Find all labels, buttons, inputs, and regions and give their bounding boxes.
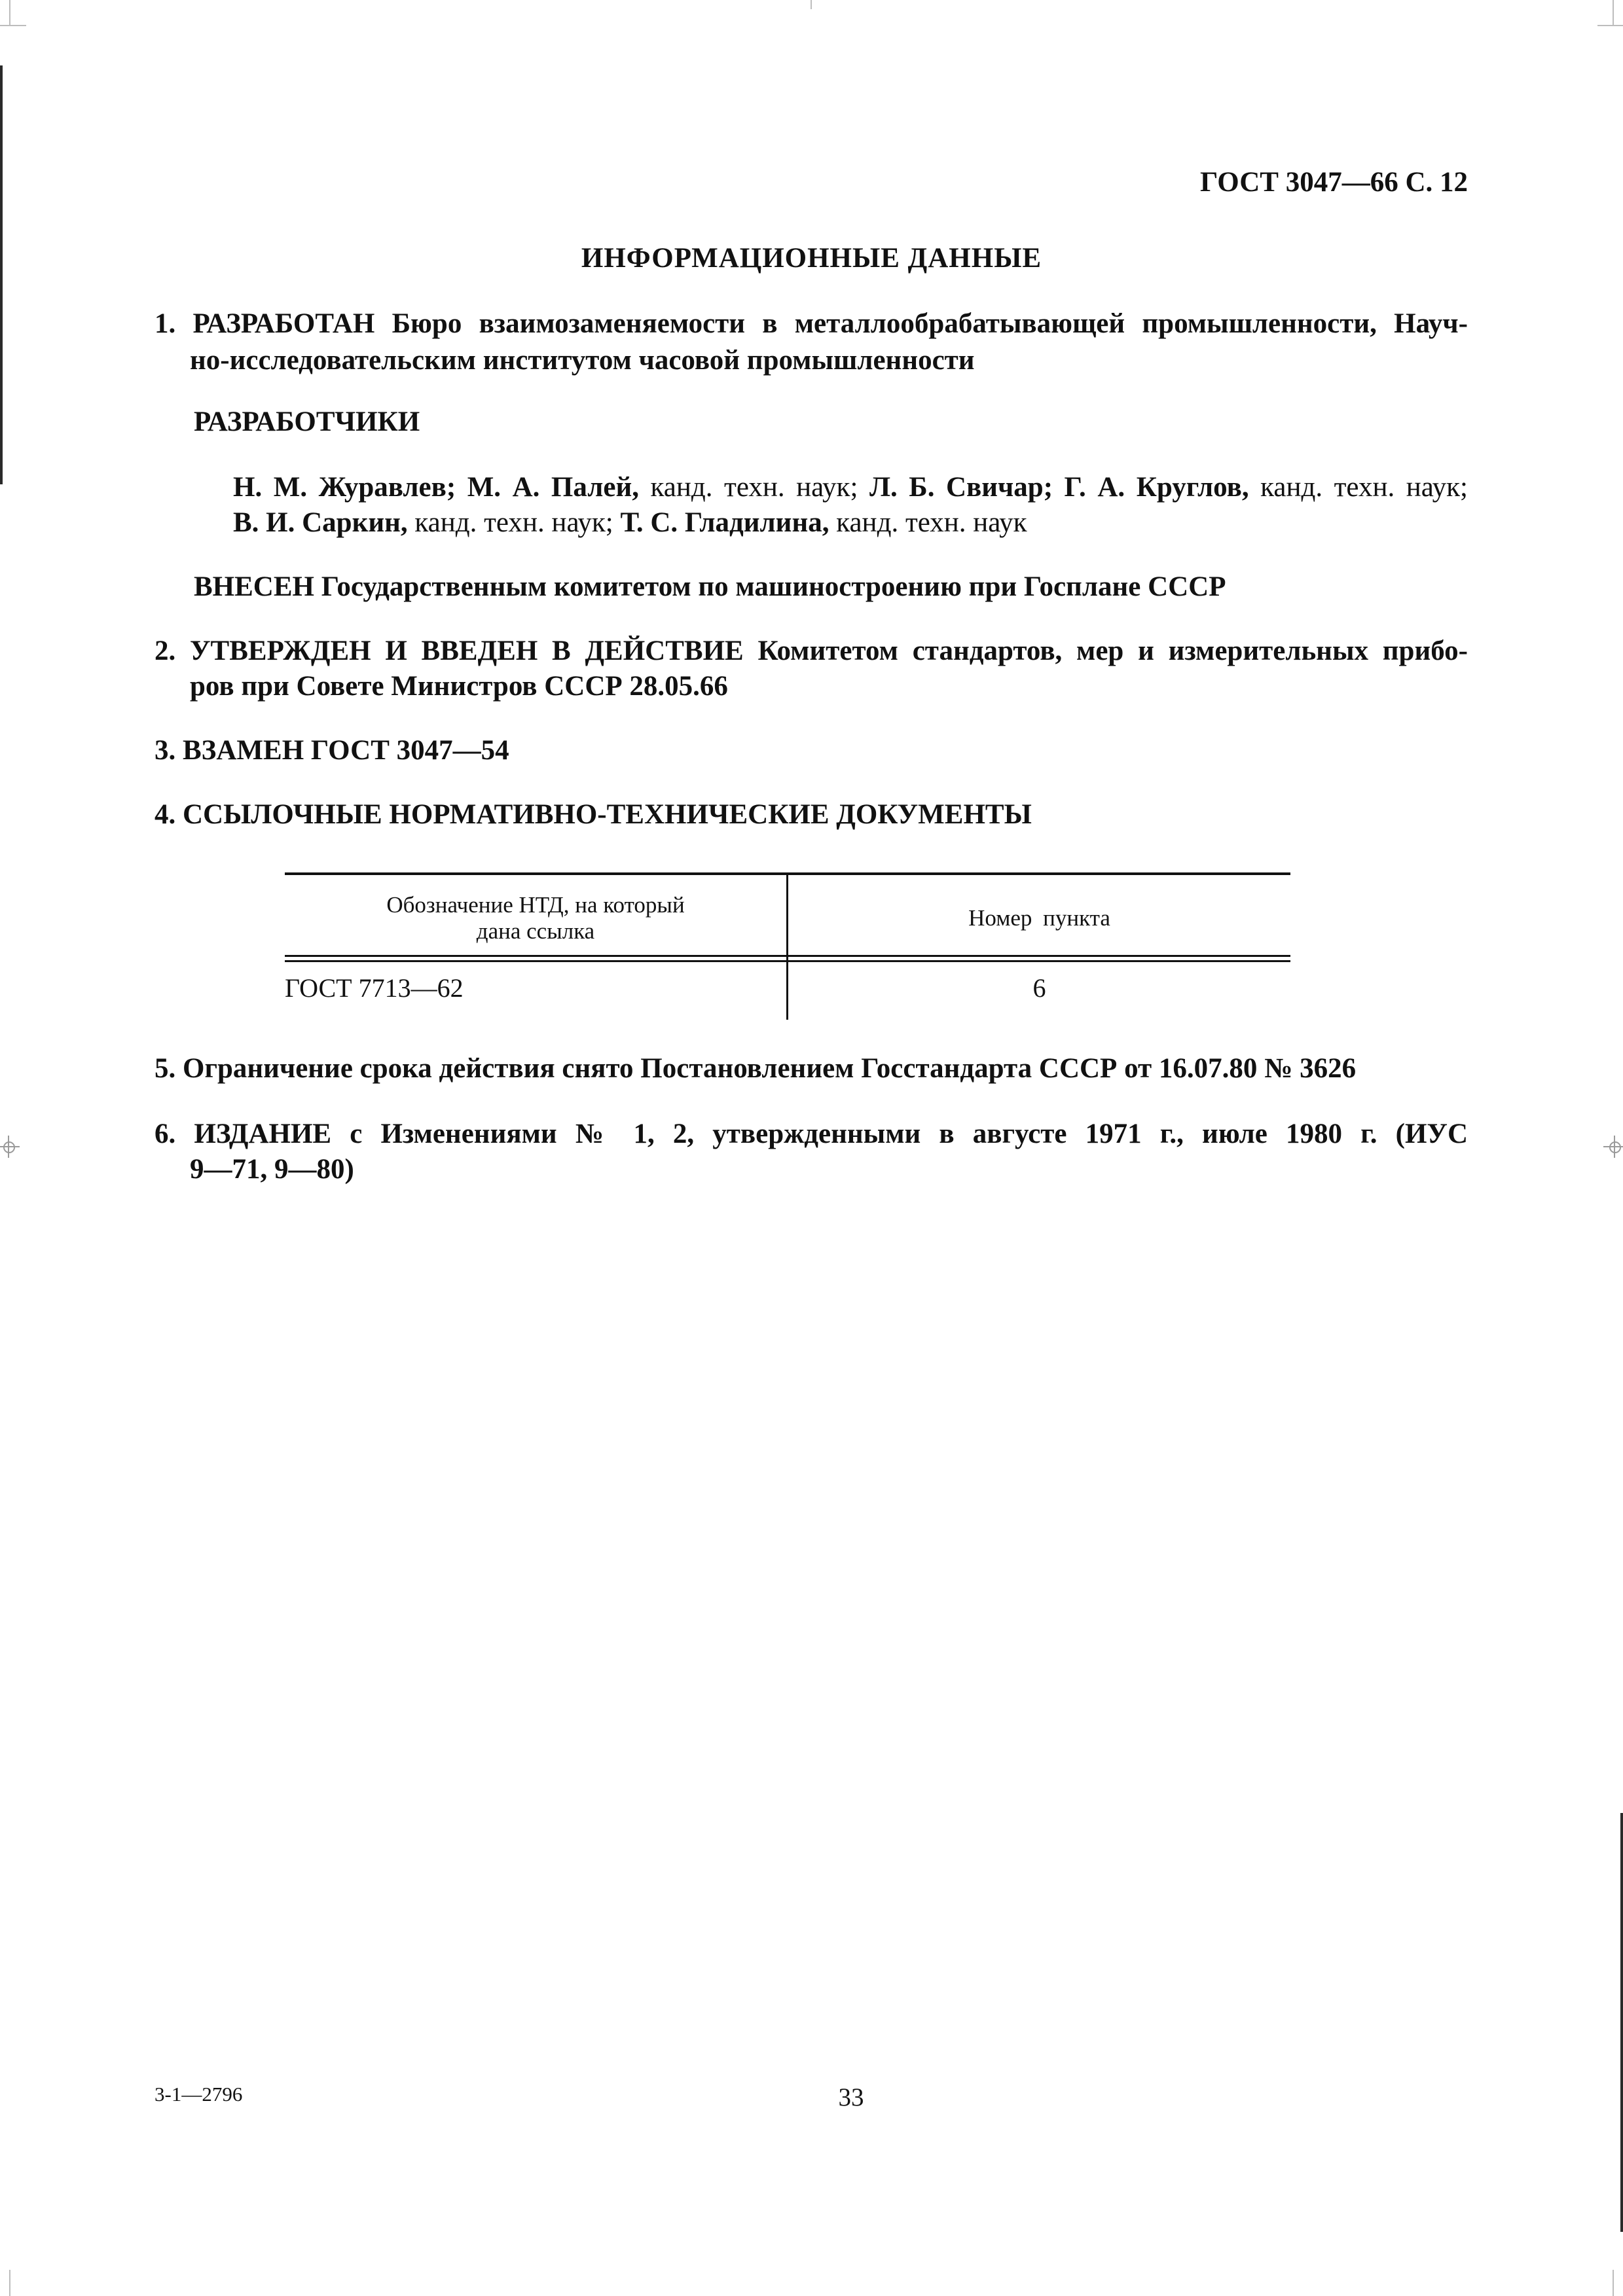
developer-names-1: Н. М. Журавлев; М. А. Палей, — [233, 472, 639, 503]
page-number: 33 — [838, 2083, 864, 2111]
item-2-line-1: 2. УТВЕРЖДЕН И ВВЕДЕН В ДЕЙСТВИЕ Комитетом стандартов, мер и измерительных прибо- — [155, 636, 1468, 666]
item-1-line-2: но-исследовательским институтом часовой промышленности — [190, 345, 975, 376]
item-4-heading: 4. ССЫЛОЧНЫЕ НОРМАТИВНО-ТЕХНИЧЕСКИЕ ДОКУМЕНТЫ — [155, 799, 1032, 830]
page-title: ИНФОРМАЦИОННЫЕ ДАННЫЕ — [581, 243, 1042, 274]
developer-degree-1: канд. техн. наук; — [638, 472, 869, 503]
developers-line-1 — [233, 469, 1468, 507]
item-1-line-1 — [155, 305, 1468, 343]
item-5: 5. Ограничение срока действия снято Постановлением Госстандарта СССР от 16.07.80 № 3626 — [155, 1053, 1357, 1084]
table-header-doc-line-2: дана ссылка — [476, 918, 595, 944]
table-header-doc — [285, 892, 786, 944]
table-header-rule-1 — [285, 955, 1290, 957]
table-cell-doc: ГОСТ 7713—62 — [285, 973, 464, 1003]
developer-names-3: В. И. Саркин, — [233, 507, 408, 538]
crop-mark-top-left-h — [0, 25, 26, 26]
item-6-line-2: 9—71, 9—80) — [190, 1154, 354, 1185]
developer-degree-2: канд. техн. наук; — [1249, 472, 1468, 503]
crop-mark-top — [811, 0, 812, 9]
crop-mark-top-right-h — [1597, 25, 1623, 26]
right-margin-bar — [1620, 1813, 1623, 2232]
item-3: 3. ВЗАМЕН ГОСТ 3047—54 — [155, 735, 509, 766]
developer-degree-3: канд. техн. наук; — [407, 507, 621, 538]
crop-mark-top-left-v — [9, 0, 10, 26]
print-code: 3-1—2796 — [155, 2083, 243, 2106]
developer-degree-4: канд. техн. наук — [829, 507, 1027, 538]
table-header-doc-line-1: Обозначение НТД, на который — [386, 892, 685, 918]
page-header-ref: ГОСТ 3047—66 С. 12 — [1199, 167, 1468, 198]
crop-mark-top-right-v — [1613, 0, 1614, 26]
item-6-line-1: 6. ИЗДАНИЕ с Изменениями № 1, 2, утвержденными в августе 1971 г., июле 1980 г. (ИУС — [155, 1119, 1468, 1149]
developer-names-2: Л. Б. Свичар; Г. А. Круглов, — [869, 472, 1249, 503]
introduced-by: ВНЕСЕН Государственным комитетом по машиностроению при Госплане СССР — [194, 571, 1226, 602]
developer-names-4: Т. С. Гладилина, — [620, 507, 830, 538]
table-cell-clause: 6 — [1032, 973, 1046, 1003]
developers-heading: РАЗРАБОТЧИКИ — [194, 406, 420, 437]
registration-mark-right-icon — [1603, 1136, 1623, 1158]
item-2-line-2: ров при Совете Министров СССР 28.05.66 — [190, 671, 728, 702]
item-1-text: Бюро взаимозаменяемости в металлообрабатывающей промышленности, Науч- — [392, 308, 1468, 339]
item-1-label: 1. РАЗРАБОТАН — [155, 308, 375, 339]
table-header-rule-2 — [285, 960, 1290, 962]
registration-mark-left-icon — [0, 1136, 20, 1158]
crop-mark-bottom-right-v — [1613, 2270, 1614, 2296]
reference-table — [285, 872, 1290, 1020]
table-header-clause: Номер пункта — [968, 905, 1110, 931]
crop-mark-bottom-left-v — [9, 2270, 10, 2296]
developers-line-2 — [233, 504, 1027, 542]
